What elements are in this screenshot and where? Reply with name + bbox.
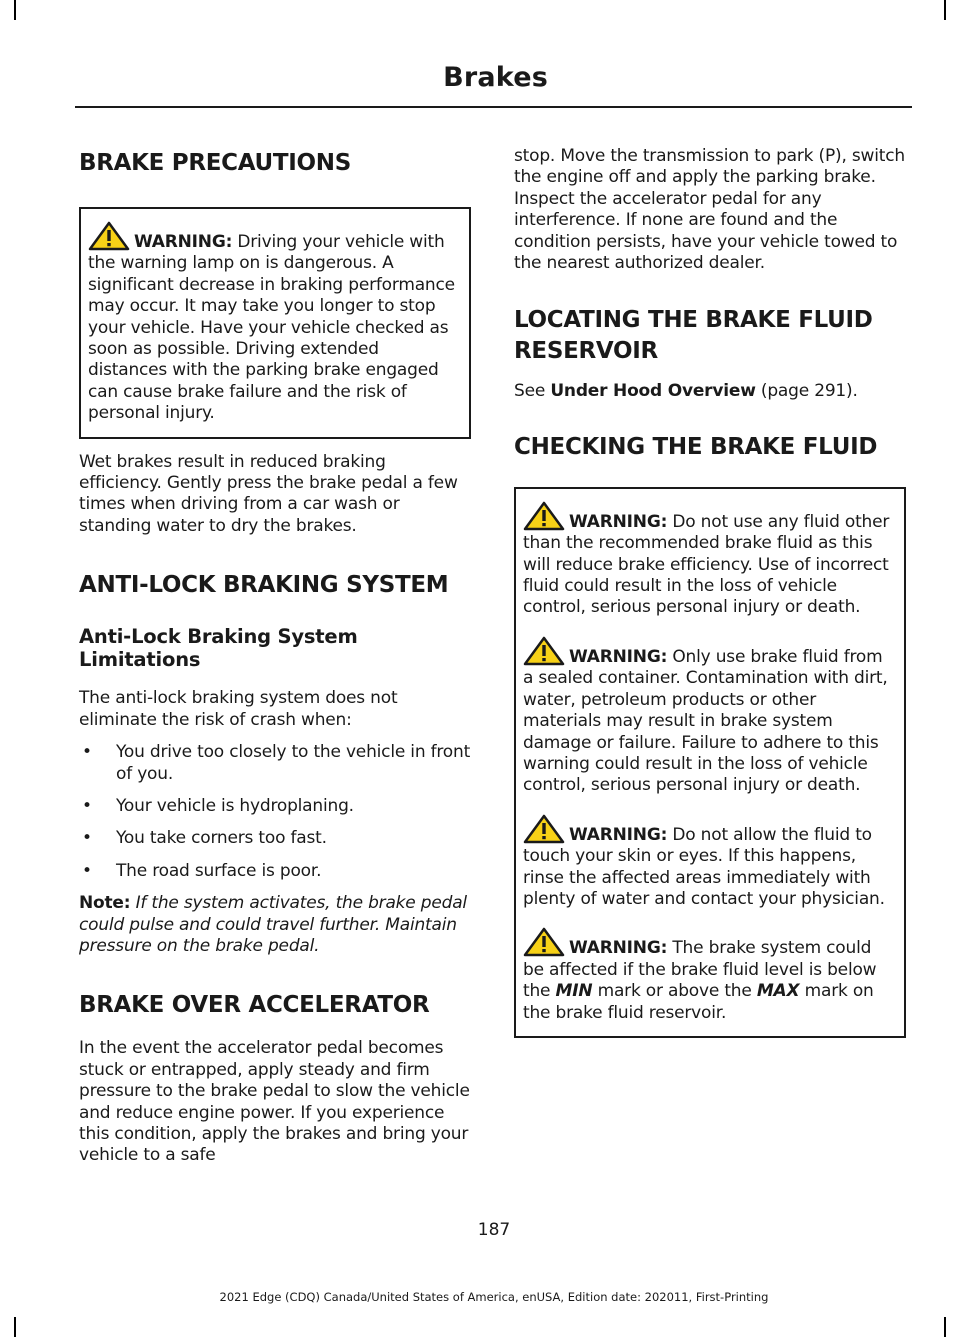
paragraph: The anti-lock braking system does not eliminate the risk of crash when: <box>79 688 398 730</box>
section-heading-brake-precautions: BRAKE PRECAUTIONS <box>79 150 352 176</box>
warning-triangle-icon <box>523 927 565 957</box>
crop-mark <box>944 0 946 20</box>
warning-text: Do not allow the fluid to touch your skin or eyes. If this happens, rinse the affected areas immediately with plenty of water and contact your physician. <box>523 824 885 909</box>
list-item: • You take corners too fast. <box>79 828 471 849</box>
warning-box <box>514 487 906 1038</box>
warning-label: WARNING: <box>569 824 668 845</box>
warning-label: WARNING: <box>569 646 668 667</box>
section-heading-locating-reservoir: LOCATING THE BRAKE FLUID RESERVOIR <box>514 307 873 365</box>
paragraph: stop. Move the transmission to park (P), switch the engine off and apply the parking brake. Inspect the accelerator pedal for any interference. If none are found and the condition persists, have your vehicle towed to the nearest authorized dealer. <box>514 146 905 274</box>
header-rule <box>75 106 912 108</box>
note <box>79 893 471 957</box>
under-hood-overview-link[interactable]: Under Hood Overview <box>550 381 756 402</box>
list-item: • Your vehicle is hydroplaning. <box>79 796 471 817</box>
warning-label: WARNING: <box>134 232 233 252</box>
crop-mark <box>14 1317 16 1337</box>
warning-triangle-icon <box>88 221 130 251</box>
warning-item <box>88 221 462 425</box>
warning-text: The brake system could be affected if the brake fluid level is below the <box>523 938 877 1002</box>
warning-label: WARNING: <box>569 938 668 959</box>
warning-text: mark on the brake fluid reservoir. <box>523 981 874 1023</box>
warning-triangle-icon <box>523 501 565 531</box>
page-number: 187 <box>477 1220 511 1240</box>
paragraph: In the event the accelerator pedal becomes stuck or entrapped, apply steady and firm pressure to the brake pedal to slow the vehicle and reduce engine power. If you experience this condition, apply the brakes and bring your vehicle to a safe <box>79 1038 470 1166</box>
warning-item <box>523 636 897 797</box>
warning-box <box>79 207 471 439</box>
edition-footer: 2021 Edge (CDQ) Canada/United States of America, enUSA, Edition date: 202011, First-Printing <box>219 1290 769 1304</box>
crop-mark <box>14 0 16 20</box>
crop-mark <box>944 1317 946 1337</box>
section-heading-abs: ANTI-LOCK BRAKING SYSTEM <box>79 572 449 599</box>
warning-text: Driving your vehicle with the warning lamp on is dangerous. A significant decrease in braking performance may occur. It may take you longer to stop your vehicle. Have your vehicle checked as soon as possible. Driving extended distances with the parking brake engaged can cause brake failure and the risk of personal injury. <box>88 232 455 424</box>
subsection-heading: Anti-Lock Braking System Limitations <box>79 625 358 672</box>
warning-label: WARNING: <box>569 511 668 532</box>
list-item: • You drive too closely to the vehicle in front of you. <box>79 742 471 785</box>
section-heading-brake-over-accelerator: BRAKE OVER ACCELERATOR <box>79 992 430 1019</box>
section-heading-checking-fluid: CHECKING THE BRAKE FLUID <box>514 433 878 460</box>
warning-item <box>523 927 897 1024</box>
max-mark: MAX <box>756 981 800 1002</box>
bullet-list <box>79 742 471 882</box>
warning-text: mark or above the <box>592 981 757 1002</box>
list-item: • The road surface is poor. <box>79 861 471 882</box>
left-column <box>79 140 471 1167</box>
cross-reference <box>514 381 906 402</box>
min-mark: MIN <box>555 981 593 1002</box>
note-text: If the system activates, the brake pedal could pulse and could travel further. Maintain pressure on the brake pedal. <box>79 893 467 956</box>
warning-item <box>523 501 897 619</box>
warning-text: Do not use any fluid other than the recommended brake fluid as this will reduce brake efficiency. Use of incorrect fluid could result in the loss of vehicle control, serious personal injury or death. <box>523 511 890 618</box>
warning-triangle-icon <box>523 814 565 844</box>
page-ref: (page 291). <box>755 381 858 402</box>
warning-triangle-icon <box>523 636 565 666</box>
right-column <box>514 140 906 1038</box>
paragraph: Wet brakes result in reduced braking efficiency. Gently press the brake pedal a few times when driving from a car wash or standing water to dry the brakes. <box>79 451 458 536</box>
warning-item <box>523 814 897 911</box>
see-text: See <box>514 381 551 402</box>
page-header-title: Brakes <box>443 62 548 93</box>
warning-text: Only use brake fluid from a sealed container. Contamination with dirt, water, petroleum products or other materials may result in brake system damage or failure. Failure to adhere to this warning could result in the loss of vehicle control, serious personal injury or death. <box>523 646 888 796</box>
note-label: Note: <box>79 893 131 914</box>
